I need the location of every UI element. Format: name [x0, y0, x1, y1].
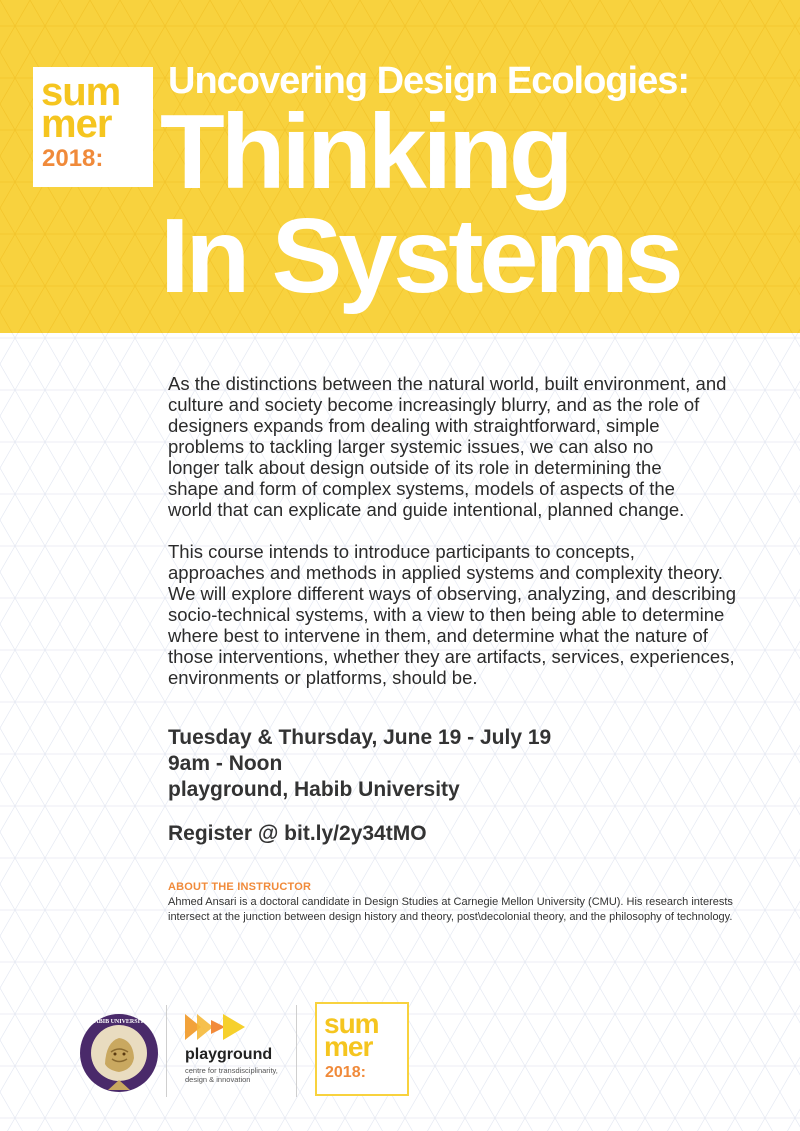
event-subtitle: Uncovering Design Ecologies:	[168, 60, 689, 102]
small-logo-line-1: sum	[324, 1008, 379, 1039]
playground-logo-icon	[185, 1012, 245, 1042]
summer-2018-logo	[33, 67, 153, 187]
about-instructor-heading: ABOUT THE INSTRUCTOR	[168, 881, 312, 893]
logo-year: 2018:	[42, 145, 104, 172]
description-paragraph-1: As the distinctions between the natural world, built environment, and culture and society become increasingly blurry, and as the role of designers expands from dealing with straightforward, simple problems to tackling larger systemic issues, we can also no longer talk about design outside of its role in determining the shape and form of complex systems, models of aspects of the world that can explicate and guide intentional, planned change.	[168, 373, 727, 520]
habib-university-seal	[78, 1012, 160, 1094]
small-logo-line-2: mer	[324, 1031, 373, 1062]
event-title	[160, 93, 680, 315]
playground-tagline: centre for transdisciplinarity, design & innovation	[185, 1066, 278, 1084]
playground-name: playground	[185, 1046, 273, 1063]
footer-divider-1	[166, 1005, 167, 1097]
register-link[interactable]: Register @ bit.ly/2y34tMO	[168, 822, 427, 845]
course-description	[168, 373, 768, 709]
schedule-block	[168, 725, 551, 803]
schedule-venue: playground, Habib University	[168, 778, 460, 801]
footer-divider-2	[296, 1005, 297, 1097]
logo-line-1: sum	[41, 70, 121, 114]
schedule-time: 9am - Noon	[168, 752, 283, 775]
schedule-days: Tuesday & Thursday, June 19 - July 19	[168, 726, 552, 749]
description-paragraph-2: This course intends to introduce participants to concepts, approaches and methods in applied systems and complexity theory. We will explore different ways of observing, analyzing, and describing socio-technical systems, with a view to then being able to determine where best to intervene in them, and determine what the nature of those interventions, whether they are artifacts, services, experiences, environments or platforms, should be.	[168, 541, 736, 688]
title-line-2: In Systems	[160, 197, 680, 315]
small-logo-year: 2018:	[325, 1064, 366, 1081]
about-instructor-text: Ahmed Ansari is a doctoral candidate in Design Studies at Carnegie Mellon University (CMU). His research interests intersect at the junction between design history and theory, post\decolonial theory, and the philosophy of technology.	[168, 896, 733, 923]
logo-line-2: mer	[41, 102, 112, 146]
title-line-1: Thinking	[160, 93, 570, 211]
header-banner	[0, 0, 800, 333]
seal-text: HABIB UNIVERSITY	[89, 1019, 149, 1025]
summer-2018-logo-small	[315, 1002, 409, 1096]
